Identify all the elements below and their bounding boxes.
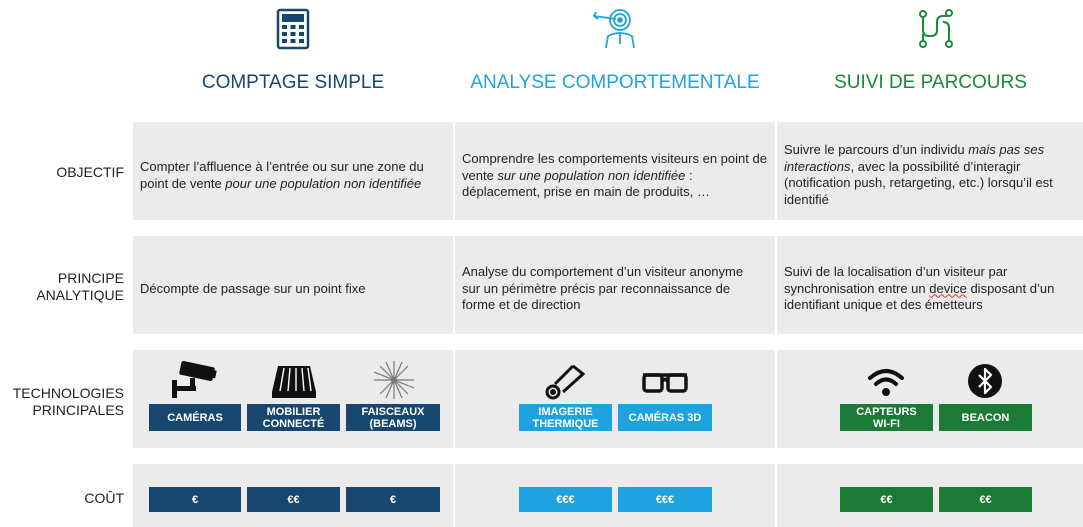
tech-tag-mobilier-connecte: MOBILIER CONNECTÉ bbox=[247, 404, 340, 431]
wifi-icon bbox=[864, 362, 908, 402]
title-suivi-de-parcours: SUIVI DE PARCOURS bbox=[834, 72, 1027, 93]
cost-tag-faisceaux: € bbox=[346, 487, 440, 512]
connected-furniture-icon bbox=[270, 362, 318, 402]
cost-tag-mobilier-connecte: €€ bbox=[247, 487, 340, 512]
cost-tag-beacon: €€ bbox=[939, 487, 1032, 512]
calculator-icon bbox=[273, 8, 313, 50]
3d-glasses-icon bbox=[640, 365, 690, 405]
laser-beam-icon bbox=[370, 360, 418, 400]
cost-tag-imagerie-thermique: €€€ bbox=[519, 487, 612, 512]
target-person-icon bbox=[592, 8, 638, 50]
principe-comptage-text: Décompte de passage sur un point fixe bbox=[140, 281, 366, 296]
objectif-suivi-text: Suivre le parcours d’un individu mais pas ses interactions, avec la possibilité d’interagir (notification push, retargeting, etc.) lorsqu’il est identifié bbox=[784, 142, 1053, 207]
tech-tag-cameras-3d: CAMÉRAS 3D bbox=[618, 404, 712, 431]
tech-tag-beacon: BEACON bbox=[939, 404, 1032, 431]
path-tracking-icon bbox=[917, 8, 957, 50]
tech-tag-cameras: CAMÉRAS bbox=[149, 404, 241, 431]
row-label-technologies-principales: TECHNOLOGIES PRINCIPALES bbox=[12, 385, 124, 418]
row-label-cout: COÛT bbox=[84, 490, 124, 506]
column-divider bbox=[775, 122, 777, 527]
thermometer-icon bbox=[543, 362, 591, 402]
title-analyse-comportementale: ANALYSE COMPORTEMENTALE bbox=[470, 72, 760, 93]
principe-suivi-text: Suivi de la localisation d’un visiteur par synchronisation entre un device disposant d’un identifiant unique et des émetteurs bbox=[784, 264, 1055, 312]
row-label-objectif: OBJECTIF bbox=[56, 164, 124, 180]
cost-tag-capteurs-wifi: €€ bbox=[840, 487, 933, 512]
objectif-analyse-text: Comprendre les comportements visiteurs en point de vente sur une population non identifiée : déplacement, prise en main de produits, … bbox=[462, 151, 767, 199]
tech-tag-capteurs-wifi: CAPTEURS WI-FI bbox=[840, 404, 933, 431]
tech-tag-imagerie-thermique: IMAGERIE THERMIQUE bbox=[519, 404, 612, 431]
security-camera-icon bbox=[170, 360, 218, 400]
bluetooth-icon bbox=[965, 363, 1005, 403]
title-comptage-simple: COMPTAGE SIMPLE bbox=[201, 72, 385, 93]
column-divider bbox=[453, 122, 455, 527]
objectif-comptage-text: Compter l’affluence à l’entrée ou sur une zone du point de vente pour une population non identifiée bbox=[140, 159, 424, 191]
tech-tag-faisceaux: FAISCEAUX (BEAMS) bbox=[346, 404, 440, 431]
cost-tag-cameras-3d: €€€ bbox=[618, 487, 712, 512]
row-label-principe-analytique: PRINCIPE ANALYTIQUE bbox=[36, 270, 124, 303]
cost-tag-cameras: € bbox=[149, 487, 241, 512]
principe-analyse-text: Analyse du comportement d’un visiteur anonyme sur un périmètre précis par reconnaissance de forme et de direction bbox=[462, 264, 744, 312]
